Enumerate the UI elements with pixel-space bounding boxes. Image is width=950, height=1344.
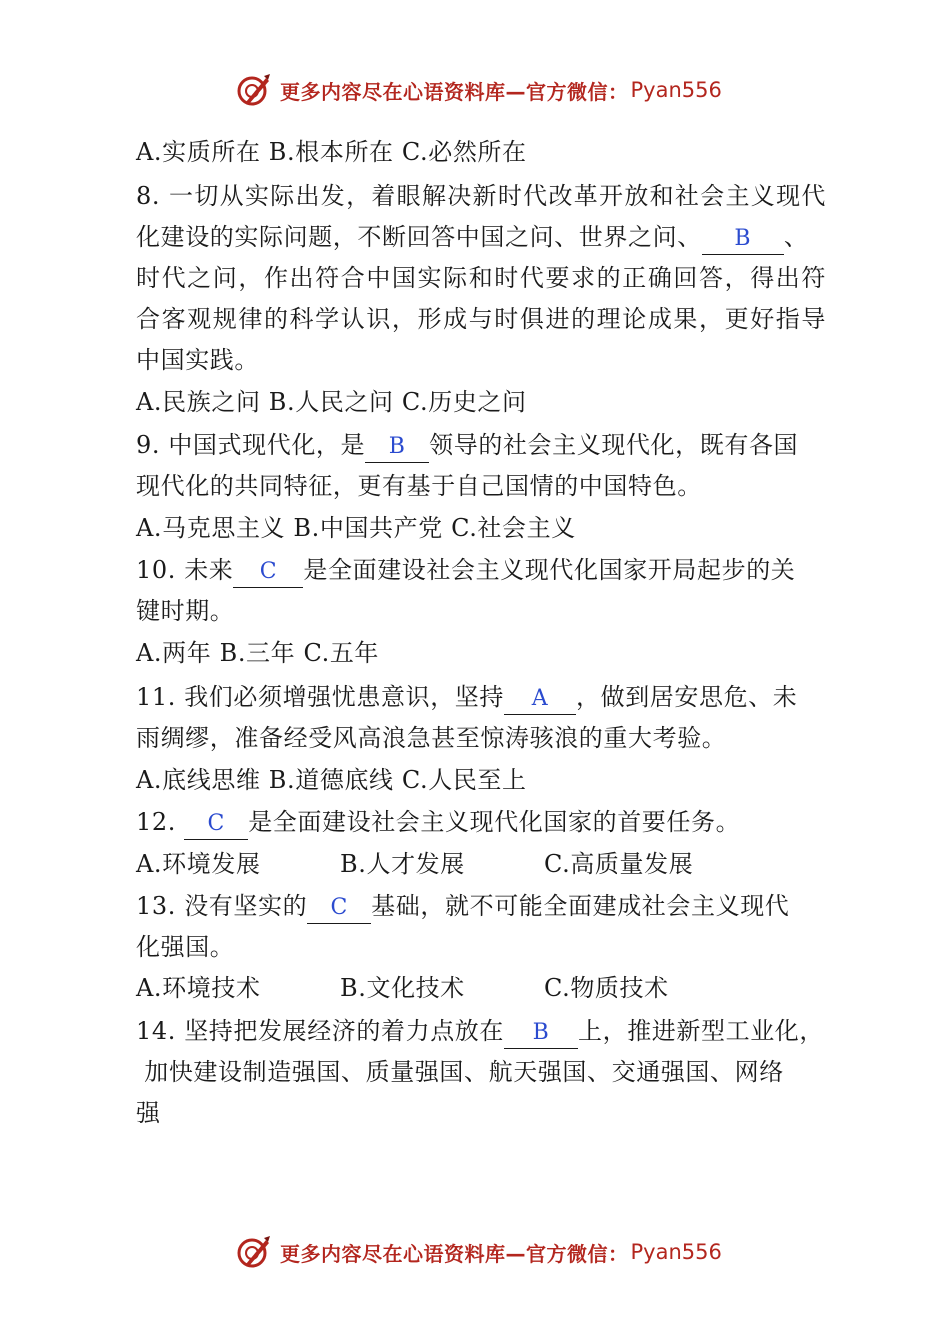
question-8-line-3: 时代之问，作出符合中国实际和时代要求的正确回答，得出符: [136, 264, 826, 292]
answer-blank-14: B: [504, 1018, 578, 1049]
question-10-line-2: 键时期。: [136, 597, 235, 625]
question-9-options: A.马克思主义 B.中国共产党 C.社会主义: [136, 514, 576, 542]
question-12-text: 是全面建设社会主义现代化国家的首要任务。: [248, 808, 741, 836]
question-11-options: A.底线思维 B.道德底线 C.人民至上: [136, 766, 527, 794]
banner-text: 更多内容尽在心语资料库—官方微信：: [280, 79, 629, 104]
option-b: B.人才发展: [340, 850, 465, 878]
option-a: A.环境技术: [136, 974, 261, 1002]
option-c: C.高质量发展: [544, 850, 694, 878]
footer-banner: [0, 1228, 950, 1276]
question-11-line-1: [136, 677, 826, 717]
answer-blank-10: C: [233, 557, 303, 588]
question-13-line-2: 化强国。: [136, 933, 235, 961]
question-8-line-2: [136, 217, 826, 257]
answer-blank-13: C: [307, 893, 371, 924]
question-10-line-1: [136, 550, 826, 590]
question-10-text: 10. 未来: [136, 556, 234, 584]
pen-logo-icon: [236, 72, 272, 108]
question-13-text: 基础，就不可能全面建成社会主义现代: [371, 892, 790, 920]
question-12-text: 12.: [136, 808, 176, 836]
question-9-line-2: 现代化的共同特征，更有基于自己国情的中国特色。: [136, 472, 702, 500]
option-a: A.环境发展: [136, 850, 261, 878]
question-8-text: 化建设的实际问题，不断回答中国之问、世界之问、: [136, 223, 702, 251]
question-8-options: A.民族之问 B.人民之问 C.历史之问: [136, 388, 527, 416]
answer-blank-8: B: [702, 224, 784, 255]
answer-blank-11: A: [504, 684, 576, 715]
question-10-options: A.两年 B.三年 C.五年: [136, 639, 380, 667]
question-12-options: [136, 844, 826, 884]
question-9-text: 9. 中国式现代化，是: [136, 431, 366, 459]
question-8-line-1: 8. 一切从实际出发，着眼解决新时代改革开放和社会主义现代: [136, 182, 826, 210]
question-14-text: 14. 坚持把发展经济的着力点放在: [136, 1017, 504, 1045]
question-9-text: 领导的社会主义现代化，既有各国: [429, 431, 799, 459]
question-8-line-4: 合客观规律的科学认识，形成与时俱进的理论成果，更好指导: [136, 305, 826, 333]
question-14-line-1: [136, 1011, 826, 1051]
option-c: C.物质技术: [544, 974, 669, 1002]
question-11-line-2: 雨绸缪，准备经受风高浪急甚至惊涛骇浪的重大考验。: [136, 724, 727, 752]
banner-wechat-id: Pyan556: [630, 78, 722, 102]
question-7-options: A.实质所在 B.根本所在 C.必然所在: [136, 138, 527, 166]
question-9-line-1: [136, 425, 826, 465]
question-13-line-1: [136, 886, 826, 926]
question-13-options: [136, 968, 826, 1008]
pen-logo-icon: [236, 1234, 272, 1270]
question-11-text: ，做到居安思危、未: [576, 683, 798, 711]
question-14-line-2: 加快建设制造强国、质量强国、航天强国、交通强国、网络: [136, 1058, 784, 1086]
banner-text: 更多内容尽在心语资料库—官方微信：: [280, 1241, 629, 1266]
question-8-text: 、: [783, 223, 809, 251]
question-14-text: 上，推进新型工业化，: [578, 1017, 824, 1045]
option-b: B.文化技术: [340, 974, 465, 1002]
banner-wechat-id: Pyan556: [630, 1240, 722, 1264]
answer-blank-9: B: [365, 432, 429, 463]
question-8-line-5: 中国实践。: [136, 346, 259, 374]
question-14-line-3: 强: [136, 1099, 161, 1127]
header-banner: [0, 66, 950, 114]
question-10-text: 是全面建设社会主义现代化国家开局起步的关: [303, 556, 796, 584]
question-11-text: 11. 我们必须增强忧患意识，坚持: [136, 683, 504, 711]
answer-blank-12: C: [184, 809, 248, 840]
question-13-text: 13. 没有坚实的: [136, 892, 308, 920]
question-12-line-1: [136, 802, 826, 842]
